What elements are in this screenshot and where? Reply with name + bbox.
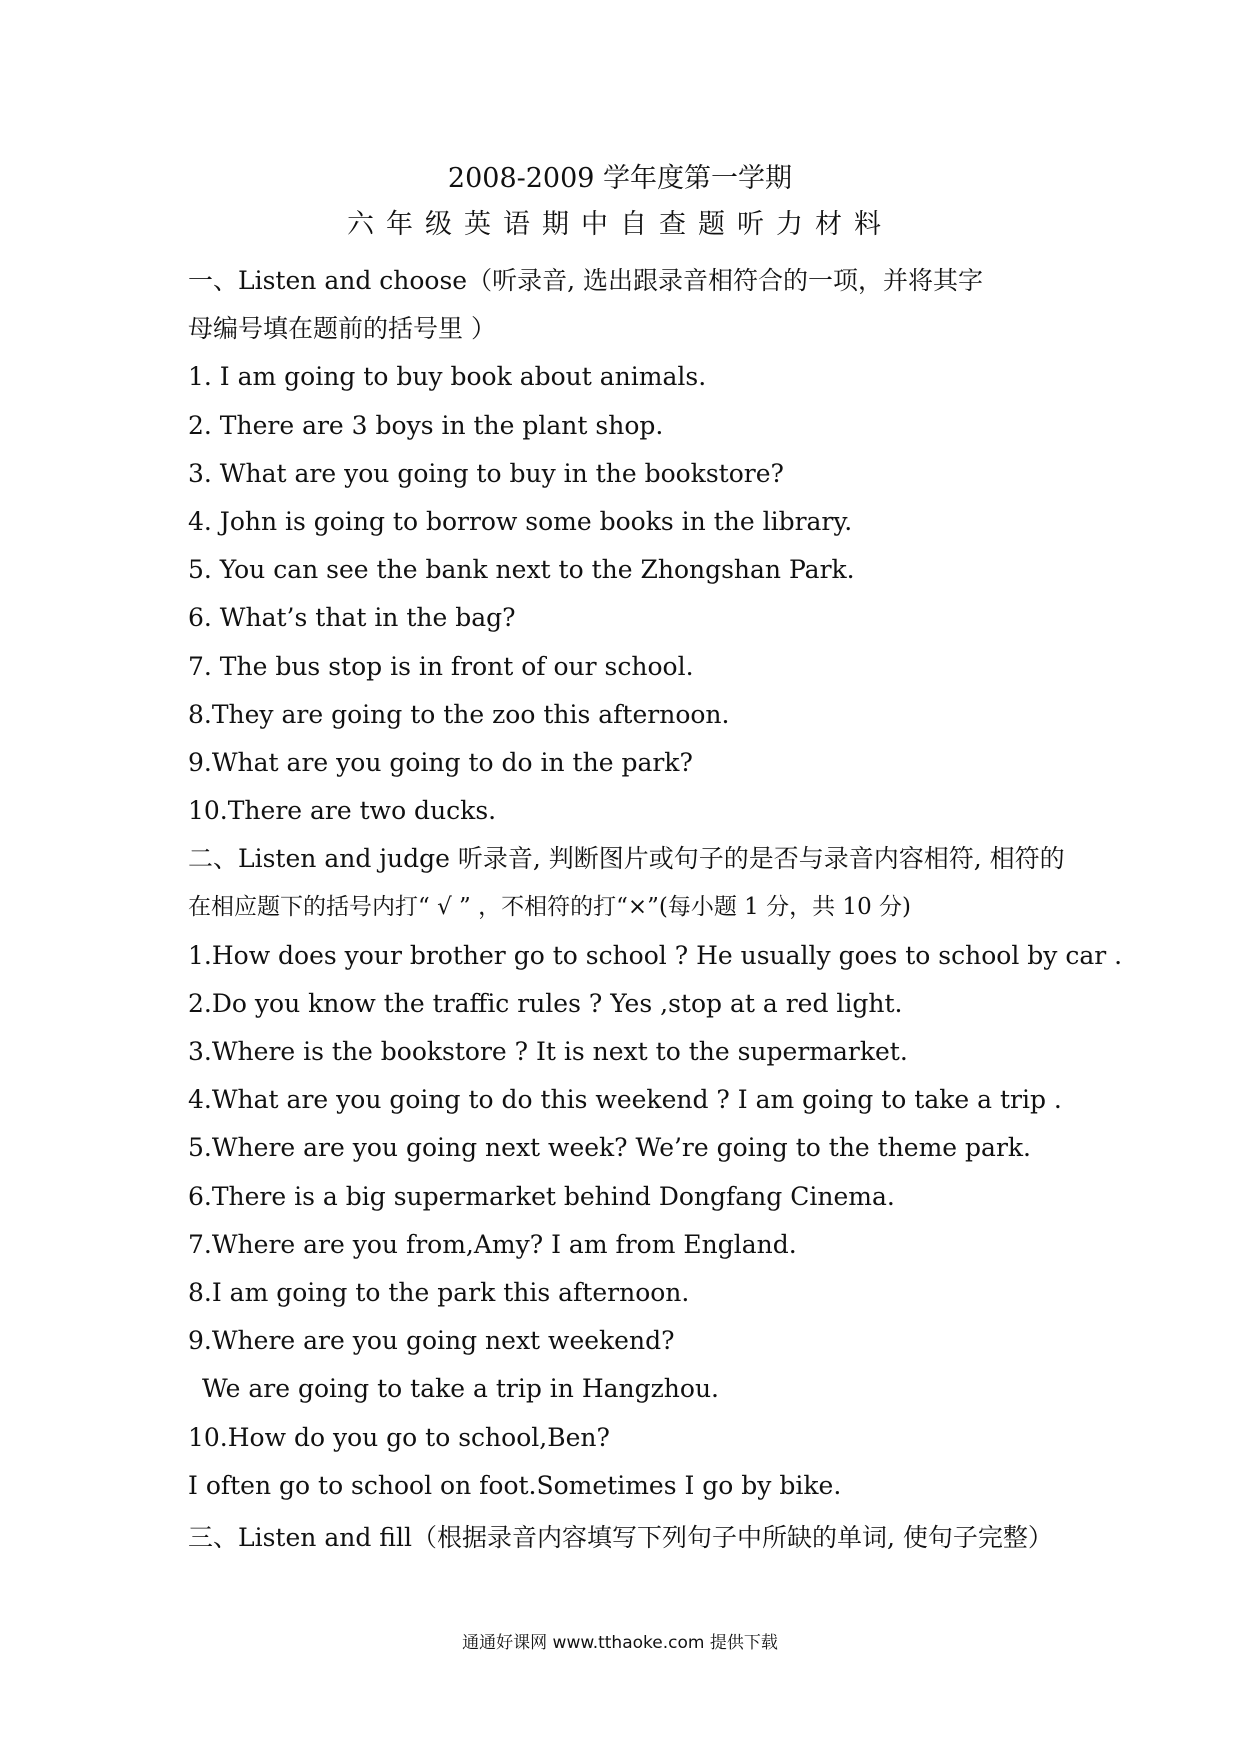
section2-item-answer: We are going to take a trip in Hangzhou.	[202, 1374, 720, 1404]
section2-item: 3.Where is the bookstore ? It is next to the supermarket.	[188, 1037, 908, 1066]
footer-credit: 通通好课网 www.tthaoke.com 提供下载	[462, 1633, 778, 1653]
section2-item: 7.Where are you from,Amy? I am from England.	[188, 1229, 797, 1259]
section2-item: 10.How do you go to school,Ben?	[188, 1422, 610, 1452]
page-title: 六年级英语期中自查题听力材料	[347, 209, 893, 240]
section1-item: 8.They are going to the zoo this afternoon.	[188, 699, 730, 729]
title-year-line: 2008-2009 学年度第一学期	[447, 163, 793, 194]
section1-heading: 一、Listen and choose（听录音, 选出跟录音相符合的一项，并将其字	[188, 266, 983, 295]
section1-item: 4. John is going to borrow some books in the library.	[188, 506, 853, 536]
section2-item: 8.I am going to the park this afternoon.	[188, 1277, 690, 1307]
section2-heading-cont: 在相应题下的括号内打“ √ ” ，不相符的打“×”(每小题 1 分，共 10 分)	[188, 894, 911, 921]
section2-item: 6.There is a big supermarket behind Dongfang Cinema.	[188, 1181, 895, 1211]
section1-item: 6. What’s that in the bag?	[188, 603, 516, 633]
section2-item: 1.How does your brother go to school ? He usually goes to school by car .	[188, 940, 1123, 970]
section1-item: 9.What are you going to do in the park?	[188, 747, 693, 777]
section1-item: 1. I am going to buy book about animals.	[188, 362, 707, 392]
section2-heading: 二、Listen and judge 听录音, 判断图片或句子的是否与录音内容相符, 相符的	[188, 844, 1065, 874]
section3-heading: 三、Listen and fill（根据录音内容填写下列句子中所缺的单词, 使句子完整）	[188, 1522, 1053, 1552]
section2-item-answer: I often go to school on foot.Sometimes I go by bike.	[188, 1470, 842, 1500]
document-body	[188, 257, 1123, 1562]
section2-item: 5.Where are you going next week? We’re going to the theme park.	[188, 1133, 1032, 1163]
section2-item: 9.Where are you going next weekend?	[188, 1326, 675, 1356]
section2-item: 4.What are you going to do this weekend ? I am going to take a trip .	[188, 1085, 1062, 1115]
section1-item: 3. What are you going to buy in the bookstore?	[188, 458, 784, 488]
section1-item: 7. The bus stop is in front of our school.	[188, 651, 694, 681]
section2-item: 2.Do you know the traffic rules ? Yes ,stop at a red light.	[188, 988, 903, 1018]
section1-item: 2. There are 3 boys in the plant shop.	[188, 410, 664, 440]
section1-item: 5. You can see the bank next to the Zhongshan Park.	[188, 555, 855, 585]
section1-item: 10.There are two ducks.	[188, 796, 497, 826]
section1-heading-cont: 母编号填在题前的括号里 ）	[188, 314, 496, 344]
